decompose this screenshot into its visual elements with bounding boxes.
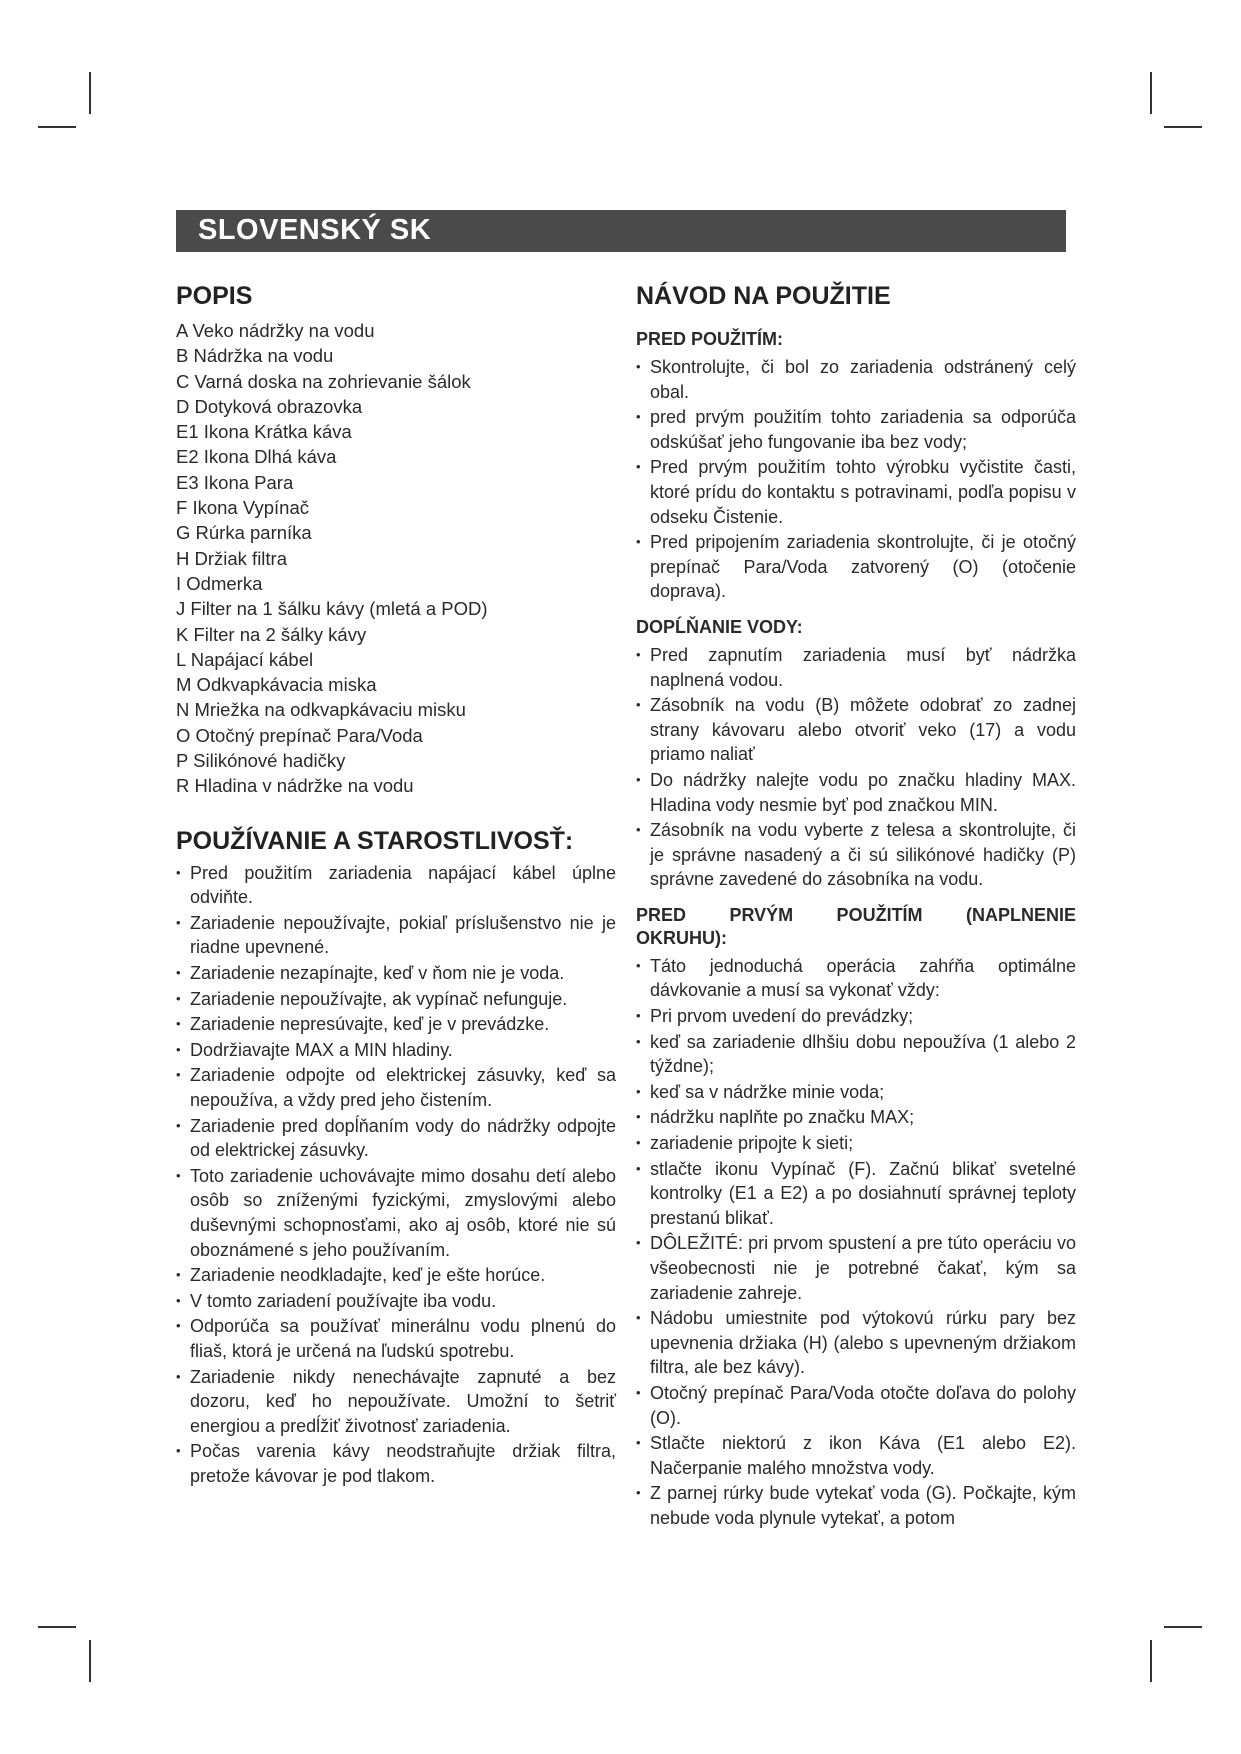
prve-pouzitie-item: • keď sa v nádržke minie voda; — [636, 1080, 1076, 1105]
parts-list — [176, 318, 616, 799]
care-list-item: • Počas varenia kávy neodstraňujte držiak filtra, pretože kávovar je pod tlakom. — [176, 1439, 616, 1488]
prve-pouzitie-item: • DÔLEŽITÉ: pri prvom spustení a pre túto operáciu vo všeobecnosti nie je potrebné čakať, kým sa zariadenie zahreje. — [636, 1231, 1076, 1305]
prve-pouzitie-item: • Otočný prepínač Para/Voda otočte doľava do polohy (O). — [636, 1381, 1076, 1430]
parts-list-item: O Otočný prepínač Para/Voda — [176, 724, 423, 746]
prve-pouzitie-item: • stlačte ikonu Vypínač (F). Začnú blikať svetelné kontrolky (E1 a E2) a po dosiahnutí správnej teploty prestanú blikať. — [636, 1157, 1076, 1231]
care-list-item: • Pred použitím zariadenia napájací kábel úplne odviňte. — [176, 861, 616, 910]
crop-mark-top-right-horizontal — [1164, 126, 1202, 128]
care-list-item: • V tomto zariadení používajte iba vodu. — [176, 1289, 616, 1314]
care-list-item: • Zariadenie neodkladajte, keď je ešte horúce. — [176, 1263, 616, 1288]
crop-mark-bottom-left-horizontal — [38, 1626, 76, 1628]
crop-mark-top-left-horizontal — [38, 126, 76, 128]
doplnanie-heading: DOPĹŇANIE VODY: — [636, 616, 803, 637]
care-list-item: • Zariadenie nepoužívajte, ak vypínač nefunguje. — [176, 987, 616, 1012]
parts-list-item: K Filter na 2 šálky kávy — [176, 623, 367, 645]
navod-heading: NÁVOD NA POUŽITIE — [636, 282, 891, 310]
pred-pouzitim-item: • Pred prvým použitím tohto výrobku vyčistite časti, ktoré prídu do kontaktu s potravinami, podľa popisu v odseku Čistenie. — [636, 455, 1076, 529]
crop-mark-bottom-left-vertical — [89, 1640, 91, 1682]
care-list-item: • Zariadenie pred dopĺňaním vody do nádržky odpojte od elektrickej zásuvky. — [176, 1114, 616, 1163]
parts-list-item: P Silikónové hadičky — [176, 750, 346, 772]
prve-pouzitie-item: • Táto jednoduchá operácia zahŕňa optimálne dávkovanie a musí sa vykonať vždy: — [636, 954, 1076, 1003]
parts-list-item: E2 Ikona Dlhá káva — [176, 446, 337, 468]
prve-pouzitie-item: • Z parnej rúrky bude vytekať voda (G). Počkajte, kým nebude voda plynule vytekať, a potom — [636, 1481, 1076, 1530]
prve-pouzitie-item: • Nádobu umiestnite pod výtokovú rúrku pary bez upevnenia držiaka (H) (alebo s upevneným držiakom filtra, ale bez kávy). — [636, 1306, 1076, 1380]
parts-list-item: L Napájací kábel — [176, 648, 314, 670]
parts-list-item: E3 Ikona Para — [176, 471, 294, 493]
language-header-title: SLOVENSKÝ SK — [198, 214, 432, 246]
parts-list-item: D Dotyková obrazovka — [176, 395, 363, 417]
parts-list-item: A Veko nádržky na vodu — [176, 320, 375, 341]
parts-list-item: B Nádržka na vodu — [176, 345, 334, 367]
pred-pouzitim-item: • pred prvým použitím tohto zariadenia sa odporúča odskúšať jeho fungovanie iba bez vody; — [636, 405, 1076, 454]
prve-pouzitie-item: • Stlačte niektorú z ikon Káva (E1 alebo E2). Načerpanie malého množstva vody. — [636, 1431, 1076, 1480]
crop-mark-top-right-vertical — [1150, 72, 1152, 114]
parts-list-item: H Držiak filtra — [176, 547, 288, 569]
pred-pouzitim-list — [636, 355, 1076, 604]
parts-list-item: J Filter na 1 šálku kávy (mletá a POD) — [176, 598, 488, 620]
care-list-item: • Zariadenie nepoužívajte, pokiaľ príslušenstvo nie je riadne upevnené. — [176, 911, 616, 960]
doplnanie-item: • Pred zapnutím zariadenia musí byť nádržka naplnená vodou. — [636, 643, 1076, 692]
care-list-item: • Zariadenie nezapínajte, keď v ňom nie je voda. — [176, 961, 616, 986]
left-column — [176, 280, 616, 1489]
pouzivanie-heading: POUŽÍVANIE A STAROSTLIVOSŤ: — [176, 826, 574, 855]
care-list-item: • Zariadenie odpojte od elektrickej zásuvky, keď sa nepoužíva, a vždy pred jeho čistením. — [176, 1063, 616, 1112]
care-list — [176, 861, 616, 1489]
parts-list-item: N Mriežka na odkvapkávaciu misku — [176, 699, 466, 721]
prve-pouzitie-item: • nádržku naplňte po značku MAX; — [636, 1105, 1076, 1130]
doplnanie-item: • Zásobník na vodu (B) môžete odobrať zo zadnej strany kávovaru alebo otvoriť veko (17) a vodu priamo naliať — [636, 693, 1076, 767]
parts-list-item: M Odkvapkávacia miska — [176, 674, 377, 696]
crop-mark-top-left-vertical — [89, 72, 91, 114]
doplnanie-item: • Zásobník na vodu vyberte z telesa a skontrolujte, či je správne nasadený a či sú silikónové hadičky (P) správne zavedené do zásobníka na vodu. — [636, 818, 1076, 892]
care-list-item: • Dodržiavajte MAX a MIN hladiny. — [176, 1038, 616, 1063]
care-list-item: • Odporúča sa používať minerálnu vodu plnenú do fliaš, ktorá je určená na ľudskú spotrebu. — [176, 1314, 616, 1363]
care-list-item: • Zariadenie nikdy nenechávajte zapnuté a bez dozoru, keď ho nepoužívate. Umožní to šetriť energiou a predĺžiť životnosť zariadenia. — [176, 1365, 616, 1439]
crop-mark-bottom-right-vertical — [1150, 1640, 1152, 1682]
prve-pouzitie-item: • keď sa zariadenie dlhšiu dobu nepoužíva (1 alebo 2 týždne); — [636, 1030, 1076, 1079]
doplnanie-list — [636, 643, 1076, 892]
parts-list-item: C Varná doska na zohrievanie šálok — [176, 370, 471, 392]
parts-list-item: I Odmerka — [176, 572, 263, 594]
crop-mark-bottom-right-horizontal — [1164, 1626, 1202, 1628]
prve-pouzitie-heading: PRED PRVÝM POUŽITÍM (NAPLNENIE OKRUHU): — [636, 904, 1076, 948]
prve-pouzitie-list — [636, 954, 1076, 1531]
care-list-item: • Zariadenie nepresúvajte, keď je v prevádzke. — [176, 1012, 616, 1037]
right-column — [636, 280, 1076, 1532]
pred-pouzitim-item: • Pred pripojením zariadenia skontrolujte, či je otočný prepínač Para/Voda zatvorený (O) (otočenie doprava). — [636, 530, 1076, 604]
prve-pouzitie-item: • Pri prvom uvedení do prevádzky; — [636, 1004, 1076, 1029]
parts-list-item: F Ikona Vypínač — [176, 497, 309, 519]
parts-list-item: G Rúrka parníka — [176, 522, 312, 544]
prve-pouzitie-item: • zariadenie pripojte k sieti; — [636, 1131, 1076, 1156]
pred-pouzitim-heading: PRED POUŽITÍM: — [636, 329, 783, 349]
parts-list-item: E1 Ikona Krátka káva — [176, 421, 352, 443]
pred-pouzitim-item: • Skontrolujte, či bol zo zariadenia odstránený celý obal. — [636, 355, 1076, 404]
parts-list-item: R Hladina v nádržke na vodu — [176, 775, 414, 797]
language-header-bar — [176, 210, 1066, 252]
care-list-item: • Toto zariadenie uchovávajte mimo dosahu detí alebo osôb so zníženými fyzickými, zmyslovými alebo duševnými schopnosťami, ako aj osôb, ktoré nie sú oboznámené s jeho používaním. — [176, 1164, 616, 1262]
popis-heading: POPIS — [176, 282, 253, 310]
doplnanie-item: • Do nádržky nalejte vodu po značku hladiny MAX. Hladina vody nesmie byť pod značkou MIN. — [636, 768, 1076, 817]
